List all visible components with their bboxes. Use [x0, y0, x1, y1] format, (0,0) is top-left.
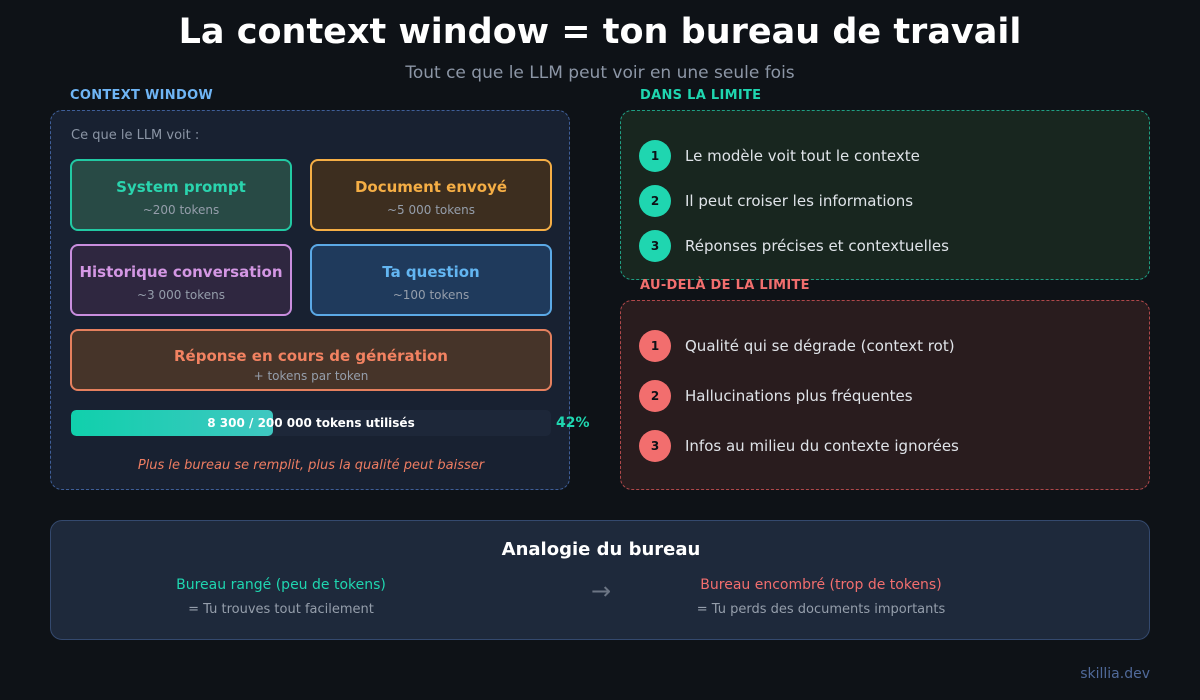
- within-limit-item: [639, 140, 920, 172]
- within-limit-text: Le modèle voit tout le contexte: [685, 147, 920, 165]
- analogy-title: Analogie du bureau: [501, 539, 701, 560]
- number-badge: 1: [639, 140, 671, 172]
- analogy-panel: [50, 520, 1150, 640]
- analogy-left-sub: = Tu trouves tout facilement: [188, 602, 374, 617]
- token-usage-text: 8 300 / 200 000 tokens utilisés: [207, 416, 415, 430]
- within-limit-text: Réponses précises et contextuelles: [685, 237, 949, 255]
- number-badge: 2: [639, 380, 671, 412]
- analogy-right-sub: = Tu perds des documents importants: [696, 602, 946, 617]
- number-badge: 1: [639, 330, 671, 362]
- beyond-limit-item: [639, 330, 955, 362]
- question-block: [310, 244, 552, 316]
- beyond-limit-text: Infos au milieu du contexte ignorées: [685, 437, 959, 455]
- analogy-right-head: Bureau encombré (trop de tokens): [700, 577, 942, 593]
- number-badge: 2: [639, 185, 671, 217]
- within-limit-panel: [620, 110, 1150, 280]
- beyond-limit-text: Hallucinations plus fréquentes: [685, 387, 913, 405]
- analogy-left-head: Bureau rangé (peu de tokens): [176, 577, 386, 593]
- brand-link[interactable]: skillia.dev: [1080, 666, 1150, 682]
- response-tokens: + tokens par token: [253, 369, 369, 383]
- beyond-limit-label: AU-DELÀ DE LA LIMITE: [640, 278, 810, 293]
- within-limit-label: DANS LA LIMITE: [640, 88, 762, 103]
- analogy-right: [561, 577, 1081, 617]
- within-limit-text: Il peut croiser les informations: [685, 192, 914, 210]
- number-badge: 3: [639, 230, 671, 262]
- system-prompt-tokens: ~200 tokens: [142, 203, 220, 217]
- context-window-label: CONTEXT WINDOW: [70, 88, 214, 103]
- page-title: La context window = ton bureau de travail: [178, 12, 1022, 52]
- beyond-limit-item: [639, 430, 959, 462]
- context-window-note: Plus le bureau se remplit, plus la qualité peut baisser: [137, 458, 485, 473]
- document-tokens: ~5 000 tokens: [386, 203, 476, 217]
- beyond-limit-item: [639, 380, 913, 412]
- question-title: Ta question: [382, 263, 480, 281]
- beyond-limit-text: Qualité qui se dégrade (context rot): [685, 337, 955, 355]
- system-prompt-title: System prompt: [116, 178, 246, 196]
- document-title: Document envoyé: [354, 178, 508, 196]
- within-limit-item: [639, 230, 949, 262]
- analogy-left: [51, 577, 511, 617]
- context-window-caption: Ce que le LLM voit :: [71, 128, 200, 143]
- question-tokens: ~100 tokens: [392, 288, 470, 302]
- document-block: [310, 159, 552, 231]
- page-subtitle: Tout ce que le LLM peut voir en une seule fois: [405, 63, 795, 83]
- within-limit-item: [639, 185, 913, 217]
- number-badge: 3: [639, 430, 671, 462]
- beyond-limit-panel: [620, 300, 1150, 490]
- token-usage-bar: [71, 410, 551, 436]
- history-title: Historique conversation: [79, 263, 283, 281]
- token-usage-percent: 42%: [556, 415, 590, 431]
- response-block: [70, 329, 552, 391]
- history-block: [70, 244, 292, 316]
- system-prompt-block: [70, 159, 292, 231]
- response-title: Réponse en cours de génération: [174, 347, 448, 365]
- arrow-right-icon: →: [590, 577, 612, 605]
- context-window-panel: [50, 110, 590, 490]
- history-tokens: ~3 000 tokens: [136, 288, 226, 302]
